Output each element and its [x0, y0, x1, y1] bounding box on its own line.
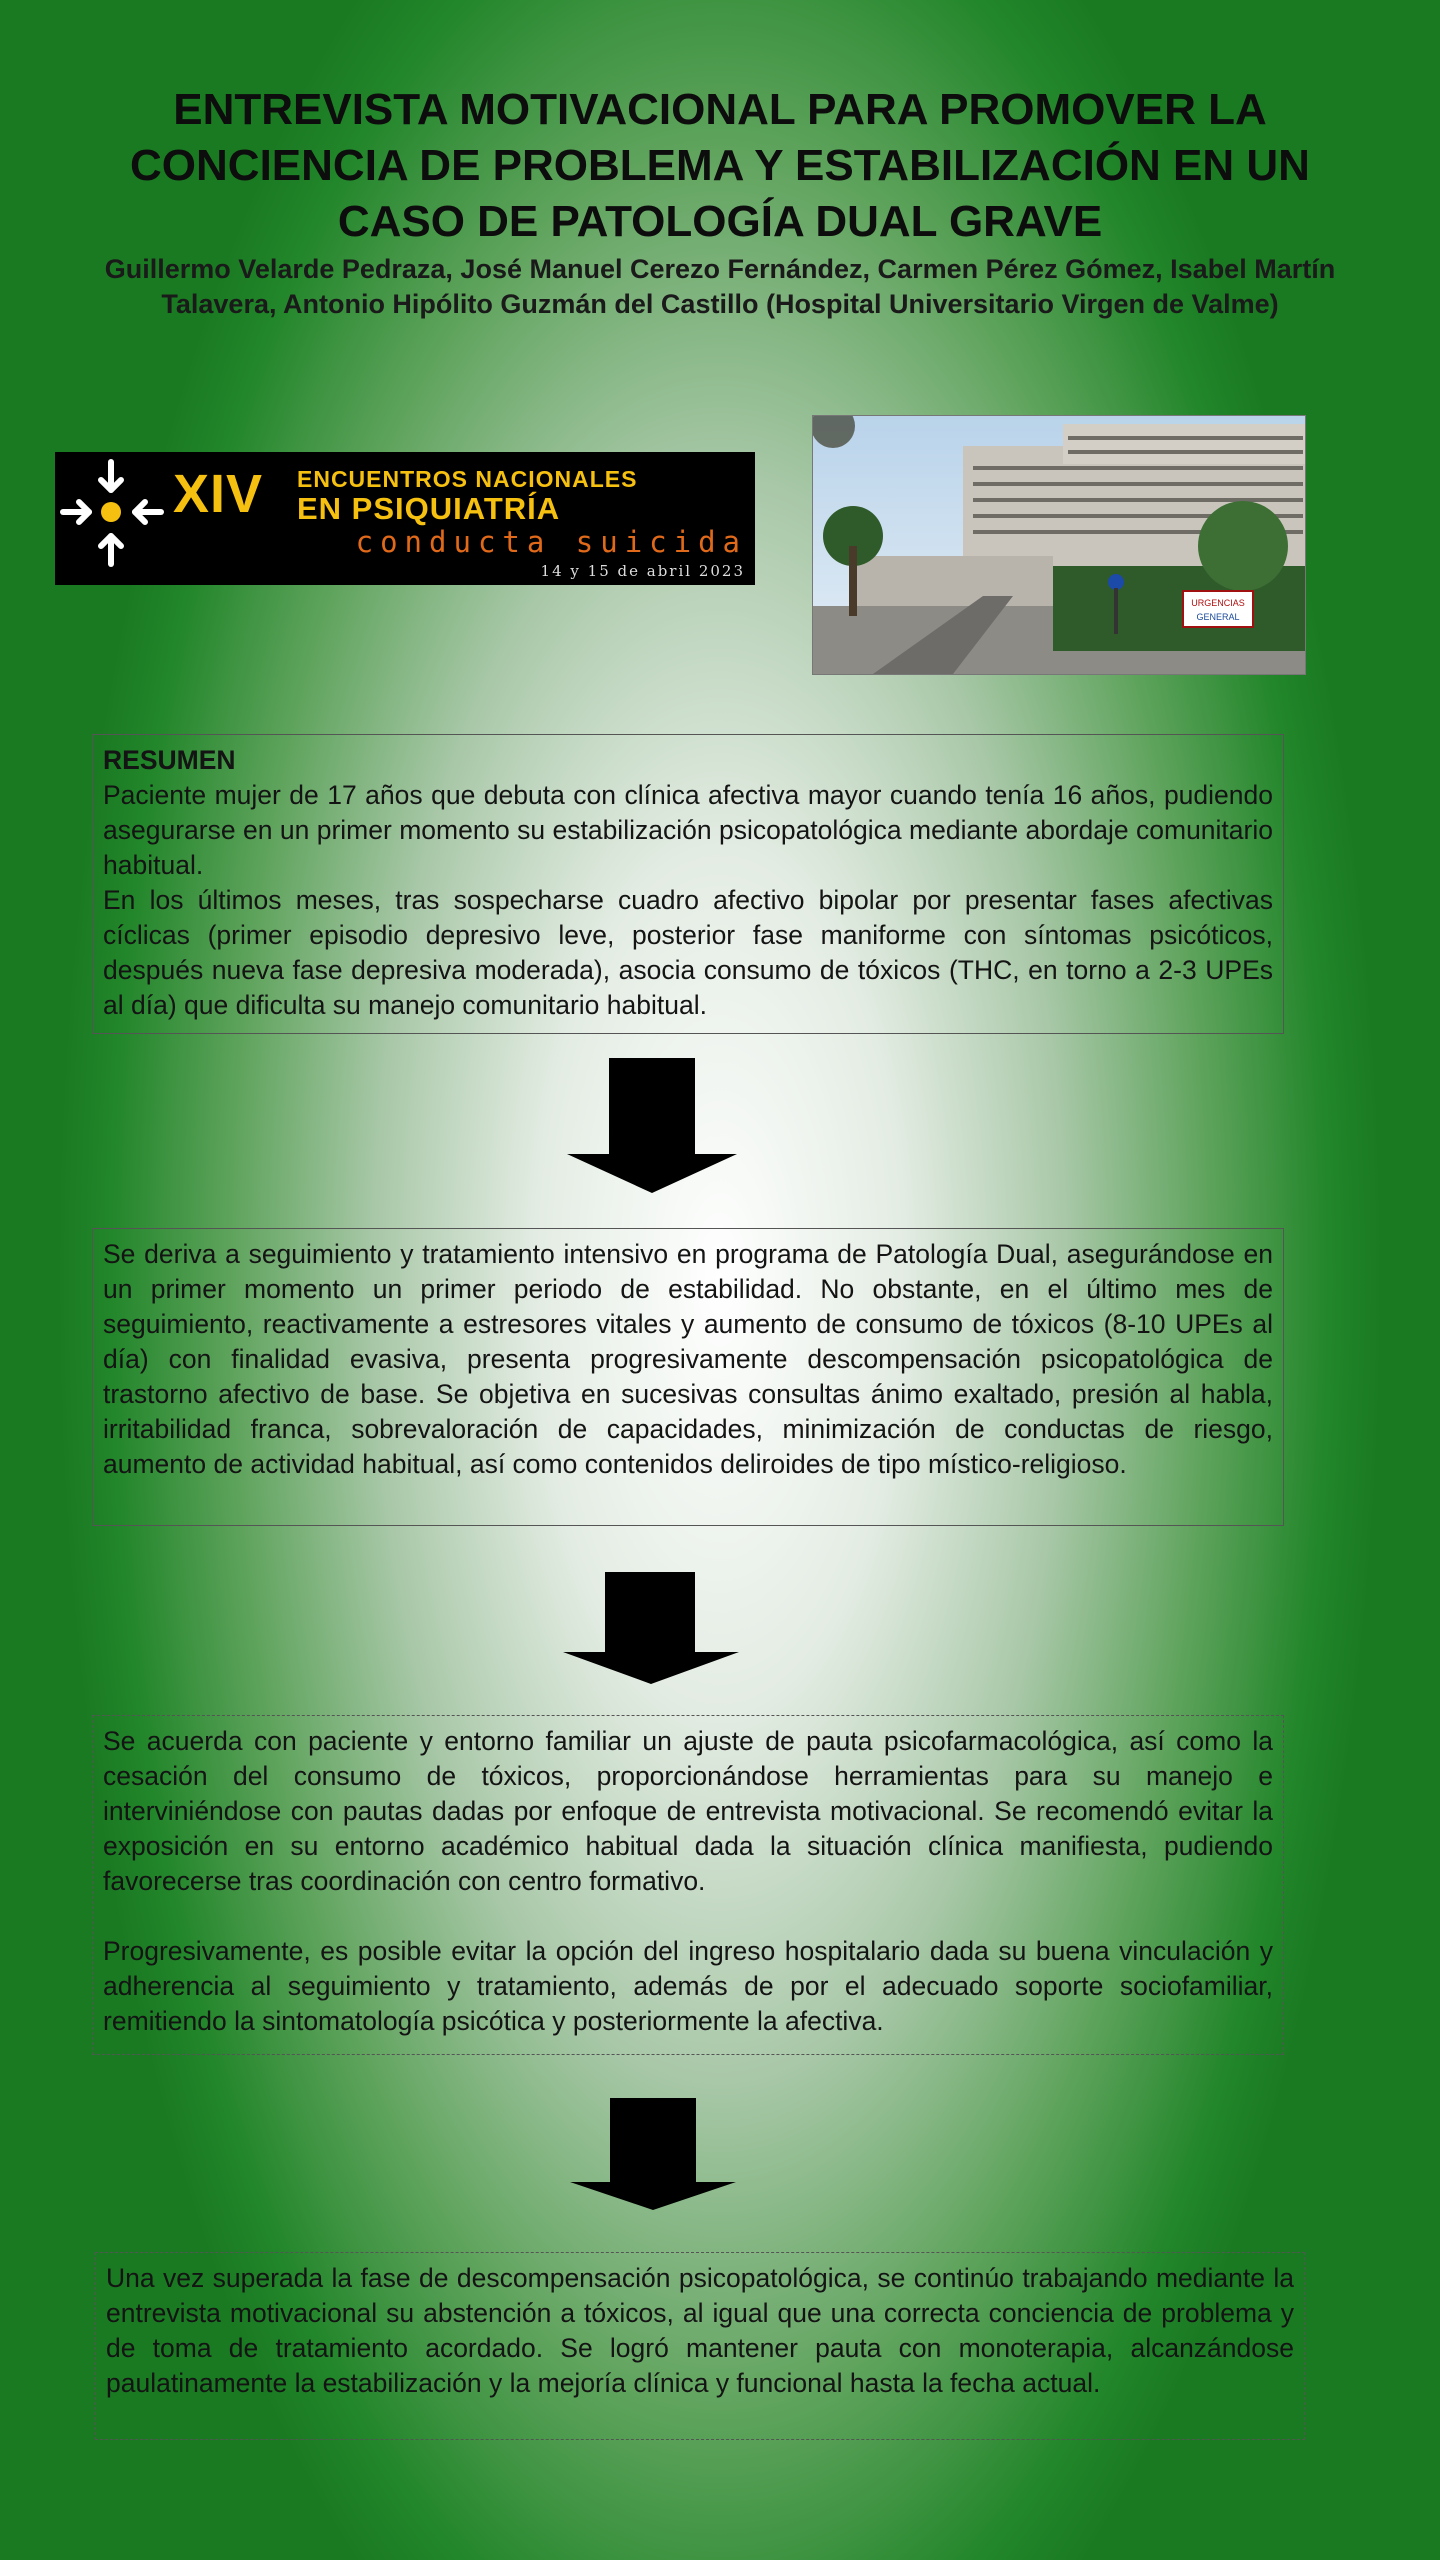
- logo-line-2: EN PSIQUIATRÍA: [297, 491, 561, 526]
- poster-authors: Guillermo Velarde Pedraza, José Manuel Cerezo Fernández, Carmen Pérez Gómez, Isabel Martín Talavera, Antonio Hipólito Guzmán del Castillo (Hospital Universitario Virgen de Valme): [104, 254, 1336, 319]
- evolucion-box: [95, 2252, 1305, 2440]
- logo-theme: conducta suicida: [355, 525, 747, 559]
- photo-sign-1: URGENCIAS: [1191, 598, 1245, 608]
- resumen-box: [92, 734, 1284, 1034]
- resumen-heading: RESUMEN: [103, 745, 236, 775]
- poster-title: ENTREVISTA MOTIVACIONAL PARA PROMOVER LA CONCIENCIA DE PROBLEMA Y ESTABILIZACIÓN EN UN CASO DE PATOLOGÍA DUAL GRAVE: [130, 85, 1310, 246]
- down-arrow-icon: [563, 1572, 739, 1684]
- down-arrow-icon: [570, 2098, 736, 2210]
- arrows-cross-icon: [55, 452, 175, 585]
- down-arrow-icon: [567, 1058, 737, 1193]
- resumen-paragraph-1: Paciente mujer de 17 años que debuta con clínica afectiva mayor cuando tenía 16 años, pudiendo asegurarse en un primer momento su estabilización psicopatológica mediante abordaje comunitario habitual.: [103, 780, 1273, 880]
- seguimiento-paragraph: Se deriva a seguimiento y tratamiento intensivo en programa de Patología Dual, asegurándose en un primer momento un primer periodo de estabilidad. No obstante, en el último mes de seguimiento, reactivamente a estresores vitales y aumento de consumo de tóxicos (8-10 UPEs al día) con finalidad evasiva, presenta progresivamente descompensación psicopatológica de trastorno afectivo de base. Se objetiva en sucesivas consultas ánimo exaltado, presión al habla, irritabilidad franca, sobrevaloración de capacidades, minimización de conductas de riesgo, aumento de actividad habitual, así como contenidos deliroides de tipo místico-religioso.: [103, 1239, 1273, 1479]
- photo-sign-2: GENERAL: [1196, 612, 1240, 622]
- logo-numeral: XIV: [173, 464, 264, 524]
- intervencion-box: [92, 1715, 1284, 2055]
- intervencion-paragraph-1: Se acuerda con paciente y entorno familiar un ajuste de pauta psicofarmacológica, así como la cesación del consumo de tóxicos, proporcionándose herramientas para su manejo e interviniéndose con pautas dadas por enfoque de entrevista motivacional. Se recomendó evitar la exposición en su entorno académico habitual dada la situación clínica manifiesta, pudiendo favorecerse tras coordinación con centro formativo.: [103, 1726, 1273, 1896]
- congress-logo: [55, 452, 755, 585]
- logo-line-1: ENCUENTROS NACIONALES: [297, 466, 638, 492]
- hospital-photo: [812, 415, 1306, 675]
- intervencion-paragraph-2: Progresivamente, es posible evitar la opción del ingreso hospitalario dada su buena vinculación y adherencia al seguimiento y tratamiento, además de por el adecuado soporte sociofamiliar, remitiendo la sintomatología psicótica y posteriormente la afectiva.: [103, 1936, 1273, 2036]
- logo-dates: 14 y 15 de abril 2023: [540, 562, 745, 580]
- evolucion-paragraph: Una vez superada la fase de descompensación psicopatológica, se continúo trabajando mediante la entrevista motivacional su abstención a tóxicos, al igual que una correcta conciencia de problema y de toma de tratamiento acordado. Se logró mantener pauta con monoterapia, alcanzándose paulatinamente la estabilización y la mejoría clínica y funcional hasta la fecha actual.: [106, 2263, 1294, 2398]
- resumen-paragraph-2: En los últimos meses, tras sospecharse cuadro afectivo bipolar por presentar fases afectivas cíclicas (primer episodio depresivo leve, posterior fase maniforme con síntomas psicóticos, después nueva fase depresiva moderada), asocia consumo de tóxicos (THC, en torno a 2-3 UPEs al día) que dificulta su manejo comunitario habitual.: [103, 885, 1273, 1020]
- seguimiento-box: [92, 1228, 1284, 1526]
